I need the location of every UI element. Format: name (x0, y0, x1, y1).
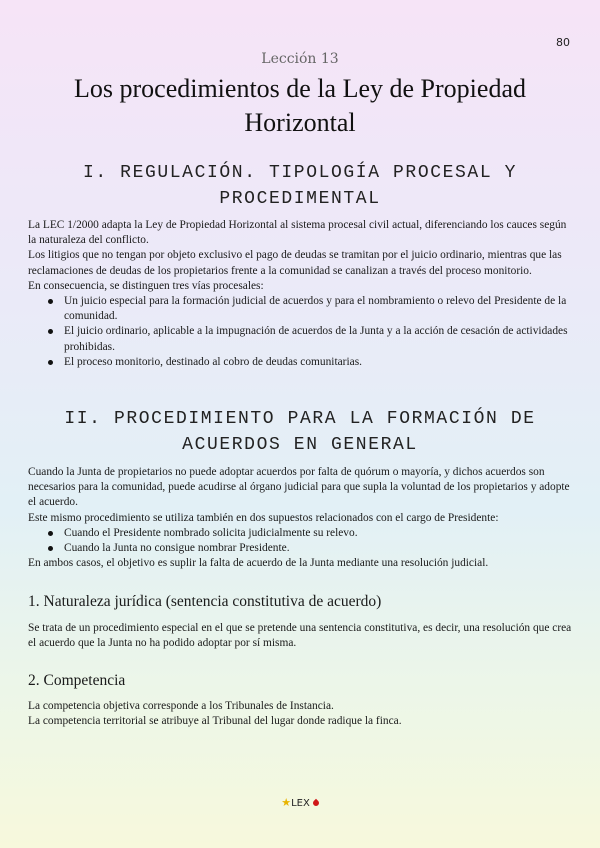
bullet-list (28, 294, 576, 370)
subsection-2-body (28, 699, 576, 729)
paragraph: Este mismo procedimiento se utiliza también en dos supuestos relacionados con el cargo de Presidente: (28, 511, 499, 524)
subsection-1-body (28, 621, 576, 651)
section-heading-1: I. REGULACIÓN. TIPOLOGÍA PROCESAL Y PROCEDIMENTAL (82, 163, 518, 209)
section-2-body (28, 465, 576, 571)
subsection-heading-1: 1. Naturaleza jurídica (sentencia constitutiva de acuerdo) (28, 593, 382, 610)
subsection-heading-2: 2. Competencia (28, 672, 126, 689)
list-item: Cuando la Junta no consigue nombrar Presidente. (28, 541, 576, 556)
paragraph: La competencia territorial se atribuye al Tribunal del lugar donde radique la finca. (28, 715, 402, 728)
page-title: Los procedimientos de la Ley de Propiedad Horizontal (74, 74, 526, 137)
list-item: Un juicio especial para la formación judicial de acuerdos y para el nombramiento o relevo del Presidente de la comunidad. (28, 294, 576, 324)
bullet-list (28, 526, 576, 556)
star-icon: ★ (281, 796, 292, 809)
section-heading-2: II. PROCEDIMIENTO PARA LA FORMACIÓN DE ACUERDOS EN GENERAL (64, 409, 536, 455)
footer-brand: LEX (291, 798, 310, 809)
list-item: Cuando el Presidente nombrado solicita judicialmente su relevo. (28, 526, 576, 541)
drop-icon (312, 799, 320, 807)
paragraph: En ambos casos, el objetivo es suplir la falta de acuerdo de la Junta mediante una resolución judicial. (28, 557, 489, 570)
paragraph: Los litigios que no tengan por objeto exclusivo el pago de deudas se tramitan por el juicio ordinario, mientras que las reclamaciones de deudas de los propietarios frente a la comunidad se canalizan a través del proceso monitorio. (28, 249, 562, 277)
page-number: 80 (556, 36, 570, 49)
paragraph: La LEC 1/2000 adapta la Ley de Propiedad Horizontal al sistema procesal civil actual, diferenciando los cauces según la naturaleza del conflicto. (28, 219, 567, 247)
paragraph: En consecuencia, se distinguen tres vías procesales: (28, 279, 264, 292)
section-1-body (28, 218, 576, 370)
lesson-label: Lección 13 (261, 51, 339, 67)
list-item: El juicio ordinario, aplicable a la impugnación de acuerdos de la Junta y a la acción de cesación de actividades prohibidas. (28, 324, 576, 354)
paragraph: Se trata de un procedimiento especial en el que se pretende una sentencia constitutiva, es decir, una resolución que crea el acuerdo que la Junta no ha podido adoptar por sí misma. (28, 622, 572, 650)
footer-logo (0, 796, 600, 809)
paragraph: Cuando la Junta de propietarios no puede adoptar acuerdos por falta de quórum o mayoría, y dichos acuerdos son necesarios para la comunidad, puede acudirse al órgano judicial para que supla la voluntad de los propietarios y adopte el acuerdo. (28, 466, 570, 509)
paragraph: La competencia objetiva corresponde a los Tribunales de Instancia. (28, 700, 334, 712)
list-item: El proceso monitorio, destinado al cobro de deudas comunitarias. (28, 355, 576, 370)
